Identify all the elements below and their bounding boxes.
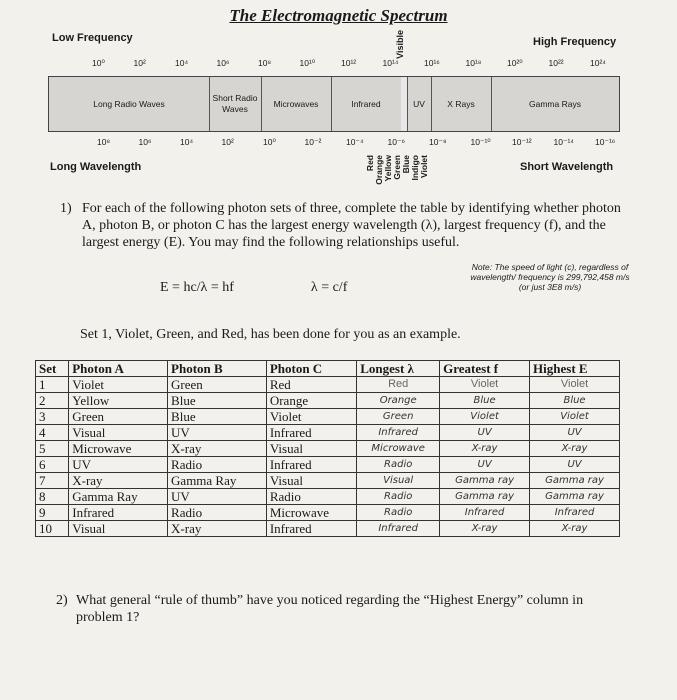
band-microwaves: Microwaves: [261, 77, 332, 131]
frequency-tick-9: 10¹⁸: [465, 58, 482, 68]
table-cell: Green: [168, 377, 267, 393]
table-cell: Blue: [168, 393, 267, 409]
answer-cell[interactable]: Infrared: [530, 505, 620, 521]
wavelength-tick-7: 10⁻⁶: [387, 137, 405, 147]
band-short-radio: Short Radio Waves: [209, 77, 262, 131]
question-2: [56, 592, 626, 626]
table-cell: Radio: [168, 505, 267, 521]
answer-cell[interactable]: Blue: [530, 393, 620, 409]
table-cell: Visual: [69, 521, 168, 537]
answer-cell[interactable]: Gamma ray: [530, 473, 620, 489]
band-infrared: Infrared: [331, 77, 402, 131]
wavelength-tick-8: 10⁻⁸: [429, 137, 447, 147]
table-cell: Gamma Ray: [69, 489, 168, 505]
band-uv: UV: [407, 77, 432, 131]
table-row: [36, 489, 620, 505]
answer-cell[interactable]: Radio: [357, 505, 440, 521]
wavelength-tick-4: 10⁰: [263, 137, 276, 147]
question-1-number: 1): [60, 201, 72, 216]
wavelength-tick-11: 10⁻¹⁴: [553, 137, 574, 147]
table-row: [36, 425, 620, 441]
frequency-tick-4: 10⁸: [258, 58, 272, 68]
table-header-cell: Photon B: [168, 361, 267, 377]
table-cell: X-ray: [168, 441, 267, 457]
wavelength-tick-9: 10⁻¹⁰: [470, 137, 491, 147]
answer-cell[interactable]: UV: [530, 425, 620, 441]
answer-cell[interactable]: Microwave: [357, 441, 440, 457]
set1-example-note: Set 1, Violet, Green, and Red, has been done for you as an example.: [80, 327, 461, 342]
wavelength-tick-12: 10⁻¹⁶: [595, 137, 616, 147]
wavelength-tick-5: 10⁻²: [304, 137, 322, 147]
frequency-tick-12: 10²⁴: [590, 58, 606, 68]
table-cell: Violet: [266, 409, 356, 425]
answer-cell[interactable]: UV: [530, 457, 620, 473]
answer-cell[interactable]: UV: [440, 425, 530, 441]
answer-cell[interactable]: Infrared: [357, 425, 440, 441]
table-cell: 6: [36, 457, 69, 473]
table-cell: Radio: [266, 489, 356, 505]
table-cell: Radio: [168, 457, 267, 473]
answer-cell[interactable]: Violet: [530, 377, 620, 393]
spectrum-bar: [48, 76, 620, 132]
answer-cell[interactable]: Blue: [440, 393, 530, 409]
table-cell: Violet: [69, 377, 168, 393]
answer-table: [35, 360, 620, 537]
table-cell: Green: [69, 409, 168, 425]
answer-cell[interactable]: Violet: [440, 377, 530, 393]
wavelength-tick-6: 10⁻⁴: [346, 137, 364, 147]
frequency-tick-3: 10⁶: [216, 58, 230, 68]
table-cell: X-ray: [168, 521, 267, 537]
table-header-cell: Highest E: [530, 361, 620, 377]
table-row: [36, 377, 620, 393]
wavelength-tick-1: 10⁶: [138, 137, 152, 147]
table-cell: UV: [168, 425, 267, 441]
table-cell: 9: [36, 505, 69, 521]
frequency-tick-10: 10²⁰: [507, 58, 523, 68]
band-xrays: X Rays: [431, 77, 492, 131]
answer-cell[interactable]: X-ray: [530, 521, 620, 537]
visible-color-red: Red: [365, 155, 375, 172]
table-cell: 3: [36, 409, 69, 425]
frequency-tick-0: 10⁰: [92, 58, 105, 68]
frequency-tick-1: 10²: [133, 58, 146, 68]
table-cell: Yellow: [69, 393, 168, 409]
frequency-tick-5: 10¹⁰: [299, 58, 316, 68]
answer-cell[interactable]: Gamma ray: [530, 489, 620, 505]
frequency-tick-8: 10¹⁶: [424, 58, 440, 68]
table-row: [36, 393, 620, 409]
question-2-number: 2): [56, 593, 68, 608]
answer-cell[interactable]: Gamma ray: [440, 489, 530, 505]
page-title: The Electromagnetic Spectrum: [229, 6, 448, 25]
answer-cell[interactable]: UV: [440, 457, 530, 473]
table-cell: Visual: [69, 425, 168, 441]
question-2-text: What general “rule of thumb” have you noticed regarding the “Highest Energy” column in problem 1?: [76, 593, 584, 625]
answer-cell[interactable]: Red: [357, 377, 440, 393]
table-header-cell: Set: [36, 361, 69, 377]
table-header-cell: Longest λ: [357, 361, 440, 377]
answer-cell[interactable]: Orange: [357, 393, 440, 409]
visible-color-yellow: Yellow: [383, 155, 393, 182]
table-header-cell: Photon C: [266, 361, 356, 377]
speed-of-light-note: Note: The speed of light (c), regardless of wavelength/ frequency is 299,792,458 m/s (or just 3E8 m/s): [470, 262, 630, 292]
answer-cell[interactable]: Violet: [530, 409, 620, 425]
table-cell: 5: [36, 441, 69, 457]
table-cell: Red: [266, 377, 356, 393]
long-wavelength-label: Long Wavelength: [50, 161, 142, 173]
wavelength-formula: λ = c/f: [310, 280, 348, 295]
visible-color-blue: Blue: [401, 155, 411, 174]
table-cell: Visual: [266, 473, 356, 489]
frequency-tick-7: 10¹⁴: [382, 58, 399, 68]
band-long-radio: Long Radio Waves: [49, 77, 210, 131]
visible-color-indigo: Indigo: [410, 155, 420, 181]
table-cell: X-ray: [69, 473, 168, 489]
table-row: [36, 457, 620, 473]
answer-cell[interactable]: Violet: [440, 409, 530, 425]
table-cell: Microwave: [266, 505, 356, 521]
answer-cell[interactable]: Green: [357, 409, 440, 425]
table-cell: Infrared: [69, 505, 168, 521]
table-cell: Orange: [266, 393, 356, 409]
table-cell: Blue: [168, 409, 267, 425]
answer-cell[interactable]: Gamma ray: [440, 473, 530, 489]
answer-cell[interactable]: X-ray: [530, 441, 620, 457]
table-row: [36, 441, 620, 457]
frequency-tick-6: 10¹²: [341, 58, 357, 68]
answer-cell[interactable]: Visual: [357, 473, 440, 489]
wavelength-tick-3: 10²: [221, 137, 234, 147]
table-cell: Microwave: [69, 441, 168, 457]
table-cell: 7: [36, 473, 69, 489]
visible-color-orange: Orange: [374, 155, 384, 185]
formulas: [160, 280, 347, 296]
low-frequency-label: Low Frequency: [52, 32, 133, 44]
visible-color-green: Green: [392, 155, 402, 180]
table-cell: Infrared: [266, 521, 356, 537]
wavelength-tick-0: 10⁸: [97, 137, 111, 147]
table-cell: 10: [36, 521, 69, 537]
table-cell: UV: [69, 457, 168, 473]
table-row: [36, 521, 620, 537]
band-gamma: Gamma Rays: [529, 98, 581, 109]
table-cell: Infrared: [266, 425, 356, 441]
table-header-cell: Greatest f: [440, 361, 530, 377]
table-cell: Visual: [266, 441, 356, 457]
answer-cell[interactable]: X-ray: [440, 441, 530, 457]
frequency-tick-2: 10⁴: [175, 58, 189, 68]
wavelength-tick-2: 10⁴: [180, 137, 194, 147]
table-row: [36, 473, 620, 489]
table-row: [36, 505, 620, 521]
table-cell: Gamma Ray: [168, 473, 267, 489]
short-wavelength-label: Short Wavelength: [520, 161, 614, 173]
visible-color-violet: Violet: [419, 155, 429, 178]
answer-cell[interactable]: X-ray: [440, 521, 530, 537]
table-cell: UV: [168, 489, 267, 505]
answer-cell[interactable]: Radio: [357, 457, 440, 473]
table-cell: 1: [36, 377, 69, 393]
high-frequency-label: High Frequency: [533, 36, 617, 48]
table-cell: 4: [36, 425, 69, 441]
table-cell: 8: [36, 489, 69, 505]
table-cell: Infrared: [266, 457, 356, 473]
answer-cell[interactable]: Infrared: [357, 521, 440, 537]
answer-cell[interactable]: Infrared: [440, 505, 530, 521]
table-row: [36, 409, 620, 425]
answer-cell[interactable]: Radio: [357, 489, 440, 505]
table-header-cell: Photon A: [69, 361, 168, 377]
visible-label: Visible: [395, 30, 405, 59]
table-cell: 2: [36, 393, 69, 409]
question-1-text: For each of the following photon sets of three, complete the table by identifying whether photon A, photon B, or photon C has the largest energy wavelength (λ), largest frequency (f), and the largest energy (E). You may find the following relationships useful.: [82, 201, 621, 250]
wavelength-tick-10: 10⁻¹²: [512, 137, 532, 147]
energy-formula: E = hc/λ = hf: [160, 280, 234, 295]
question-1: [60, 200, 632, 251]
table-header-row: [36, 361, 620, 377]
frequency-tick-11: 10²²: [548, 58, 564, 68]
